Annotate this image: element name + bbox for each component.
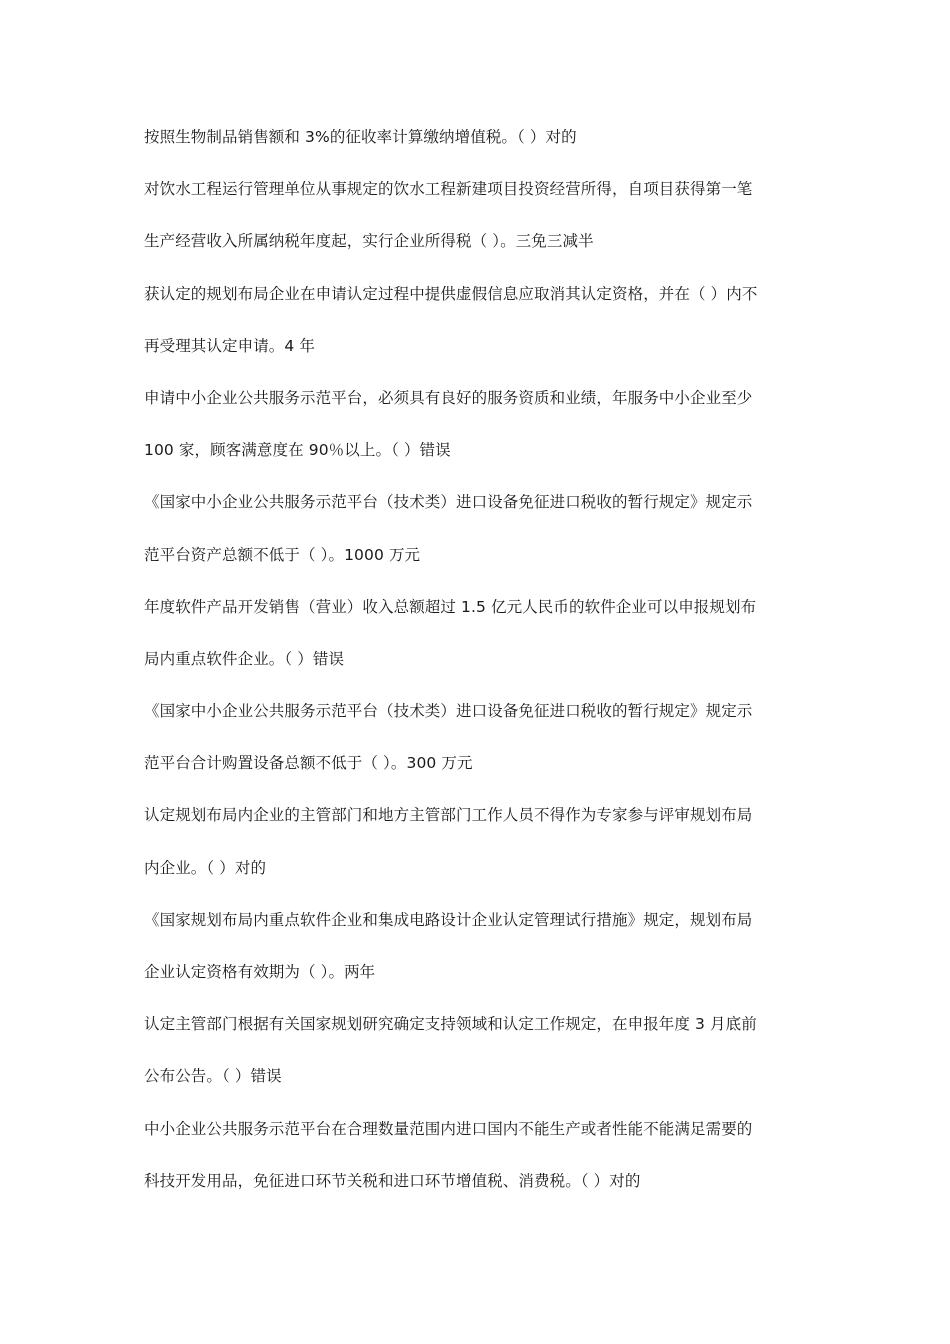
text-body bbox=[144, 122, 814, 1218]
text-line: 《国家中小企业公共服务示范平台（技术类）进口设备免征进口税收的暂行规定》规定示 bbox=[144, 493, 753, 512]
text-line: 生产经营收入所属纳税年度起，实行企业所得税（ ）。三免三减半 bbox=[144, 232, 594, 251]
text-line: 公布公告。（ ）错误 bbox=[144, 1067, 282, 1086]
text-line: 100 家，顾客满意度在 90％以上。（ ）错误 bbox=[144, 441, 451, 460]
text-line: 范平台资产总额不低于（ ）。1000 万元 bbox=[144, 545, 421, 564]
text-line: 再受理其认定申请。4 年 bbox=[144, 336, 315, 355]
text-line: 科技开发用品，免征进口环节关税和进口环节增值税、消费税。（ ）对的 bbox=[144, 1171, 641, 1190]
text-line: 认定主管部门根据有关国家规划研究确定支持领域和认定工作规定，在申报年度 3 月底前 bbox=[144, 1015, 757, 1034]
text-line: 《国家规划布局内重点软件企业和集成电路设计企业认定管理试行措施》规定，规划布局 bbox=[144, 910, 753, 929]
text-line: 按照生物制品销售额和 3%的征收率计算缴纳增值税。（ ）对的 bbox=[144, 128, 577, 146]
text-line: 年度软件产品开发销售（营业）收入总额超过 1.5 亿元人民币的软件企业可以申报规划布 bbox=[144, 597, 757, 616]
text-line: 范平台合计购置设备总额不低于（ ）。300 万元 bbox=[144, 754, 473, 773]
text-line: 申请中小企业公共服务示范平台，必须具有良好的服务资质和业绩，年服务中小企业至少 bbox=[144, 388, 753, 407]
text-line: 内企业。（ ）对的 bbox=[144, 858, 267, 877]
text-line: 中小企业公共服务示范平台在合理数量范围内进口国内不能生产或者性能不能满足需要的 bbox=[144, 1119, 753, 1138]
text-line: 获认定的规划布局企业在申请认定过程中提供虚假信息应取消其认定资格，并在（ ）内不 bbox=[144, 284, 758, 303]
text-line: 认定规划布局内企业的主管部门和地方主管部门工作人员不得作为专家参与评审规划布局 bbox=[144, 806, 753, 825]
text-line: 局内重点软件企业。（ ）错误 bbox=[144, 649, 345, 668]
text-line: 《国家中小企业公共服务示范平台（技术类）进口设备免征进口税收的暂行规定》规定示 bbox=[144, 702, 753, 721]
text-line: 对饮水工程运行管理单位从事规定的饮水工程新建项目投资经营所得，自项目获得第一笔 bbox=[144, 180, 753, 199]
text-line: 企业认定资格有效期为（ ）。两年 bbox=[144, 963, 376, 981]
